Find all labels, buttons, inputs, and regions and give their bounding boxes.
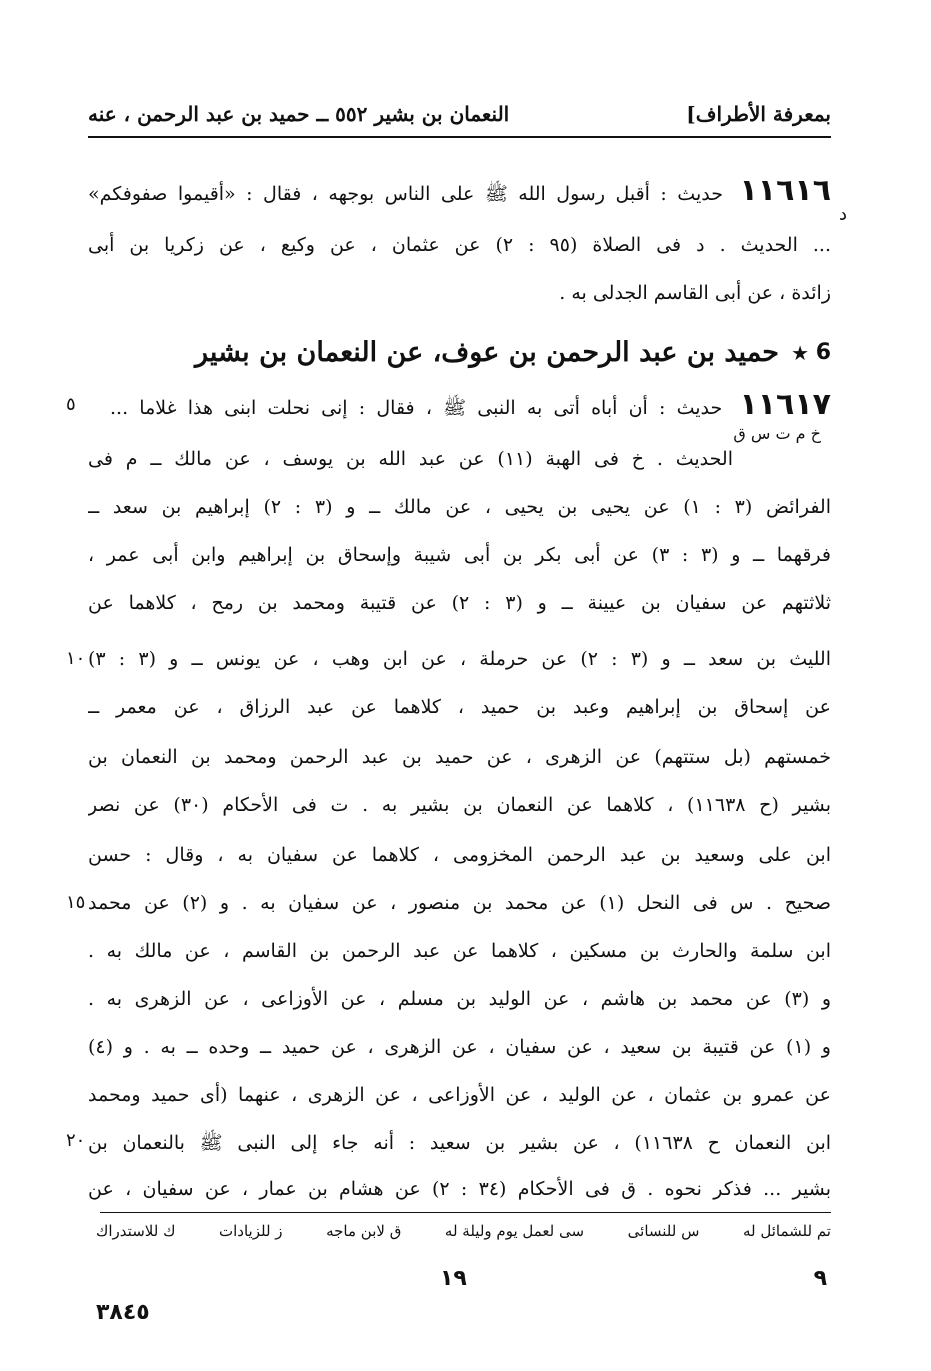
margin-line-10: ١٠ [66,648,86,669]
hadith-number: ١١٦١٦ [739,173,831,208]
margin-line-15: ١٥ [66,892,86,913]
abbr-item: تم للشمائل له [742,1222,831,1240]
hadith-11617-line-15: عن عمرو بن عثمان ، عن الوليد ، عن الأوزاعى ، عن الزهرى ، عنهما (أى حميد ومحمد [88,1084,831,1106]
header-right-text: بمعرفة الأطراف] [686,102,831,126]
hadith-11617-line-5: ثلاثتهم عن سفيان بن عيينة ــ و (٣ : ٢) عن قتيبة ومحمد بن رمح ، كلاهما عن [88,592,831,614]
hadith-11617-line-10: ابن على وسعيد بن عبد الرحمن المخزومى ، كلاهما عن سفيان به ، وقال : حسن [88,844,831,866]
side-number: ٩ [813,1266,827,1291]
margin-line-20: ٢٠ [66,1130,86,1151]
hadith-11617-line-3: الفرائض (٣ : ١) عن يحيى بن يحيى ، عن مالك ــ و (٣ : ٢) إبراهيم بن سعد ــ [88,496,831,518]
volume-number: ٣٨٤٥ [96,1300,150,1325]
hadith-number: ١١٦١٧ [739,387,831,422]
hadith-11617-sigil: خ م ت س ق [733,424,821,443]
hadith-11616-line-2: ... الحديث . د فى الصلاة (٩٥ : ٢) عن عثمان ، عن وكيع ، عن زكريا بن أبى [88,234,831,256]
hadith-11617-line-7: عن إسحاق بن إبراهيم وعبد بن حميد ، كلاهما عن عبد الرزاق ، عن معمر ــ [88,696,831,718]
hadith-11617-line-13: و (٣) عن محمد بن هاشم ، عن الوليد بن مسلم ، عن الأوزاعى ، عن الزهرى به . [88,988,831,1010]
section-title: حميد بن عبد الرحمن بن عوف، عن النعمان بن بشير [195,337,779,368]
hadith-11617-line-2: الحديث . خ فى الهبة (١١) عن عبد الله بن يوسف ، عن مالك ــ م فى [88,448,733,470]
hadith-11617-line-1: ١١٦١٧ حديث : أن أباه أتى به النبى ﷺ ، فقال : إنى نحلت ابنى هذا غلاما ... [110,387,831,422]
abbr-item: ز للزيادات [219,1222,283,1240]
abbr-item: ق لابن ماجه [326,1222,402,1240]
hadith-11617-line-8: خمستهم (بل ستتهم) عن الزهرى ، عن حميد بن عبد الرحمن ومحمد بن النعمان بن [88,746,831,768]
abbreviation-key [96,1222,831,1256]
abbr-item: س للنسائى [627,1222,700,1240]
hadith-11617-line-6: الليث بن سعد ــ و (٣ : ٢) عن حرملة ، عن ابن وهب ، عن يونس ــ و (٣ : ٣) [88,648,831,670]
hadith-11617-line-16: ابن النعمان ح ١١٦٣٨) ، عن بشير بن سعيد : أنه جاء إلى النبى ﷺ بالنعمان بن [88,1132,831,1154]
section-star: ★ [791,341,809,365]
hadith-11617-line-12: ابن سلمة والحارث بن مسكين ، كلاهما عن عبد الرحمن بن القاسم ، عن مالك به . [88,940,831,962]
section-number: 6 [815,340,831,365]
abbr-item: ك للاستدراك [96,1222,176,1240]
hadith-11616-line-1: ١١٦١٦ حديث : أقبل رسول الله ﷺ على الناس بوجهه ، فقال : «أقيموا صفوفكم» [88,173,831,208]
hadith-11617-line-4: فرقهما ــ و (٣ : ٣) عن أبى بكر بن أبى شيبة وإسحاق بن إبراهيم وابن أبى عمر ، [88,544,831,566]
header-center-text: النعمان بن بشير ٥٥٢ ــ حميد بن عبد الرحمن ، عنه [88,102,510,126]
hadith-11616-line-3: زائدة ، عن أبى القاسم الجدلى به . [559,282,831,304]
footer-rule [100,1212,831,1213]
hadith-11616-sigil: د [838,204,847,225]
hadith-11617-line-11: صحيح . س فى النحل (١) عن محمد بن منصور ، عن سفيان به . و (٢) عن محمد [88,892,831,914]
margin-line-5: ٥ [66,394,76,415]
hadith-11617-line-17: بشير ... فذكر نحوه . ق فى الأحكام (٣٤ : ٢) عن هشام بن عمار ، عن سفيان ، عن [88,1178,831,1200]
abbr-item: سى لعمل يوم وليلة له [444,1222,585,1240]
page-number: ١٩ [440,1266,467,1291]
hadith-11617-line-14: و (١) عن قتيبة بن سعيد ، عن سفيان ، عن الزهرى ، عن حميد ــ وحده ــ به . و (٤) [88,1036,831,1058]
hadith-11617-line-9: بشير (ح ١١٦٣٨) ، كلاهما عن النعمان بن بشير به . ت فى الأحكام (٣٠) عن نصر [88,794,831,816]
